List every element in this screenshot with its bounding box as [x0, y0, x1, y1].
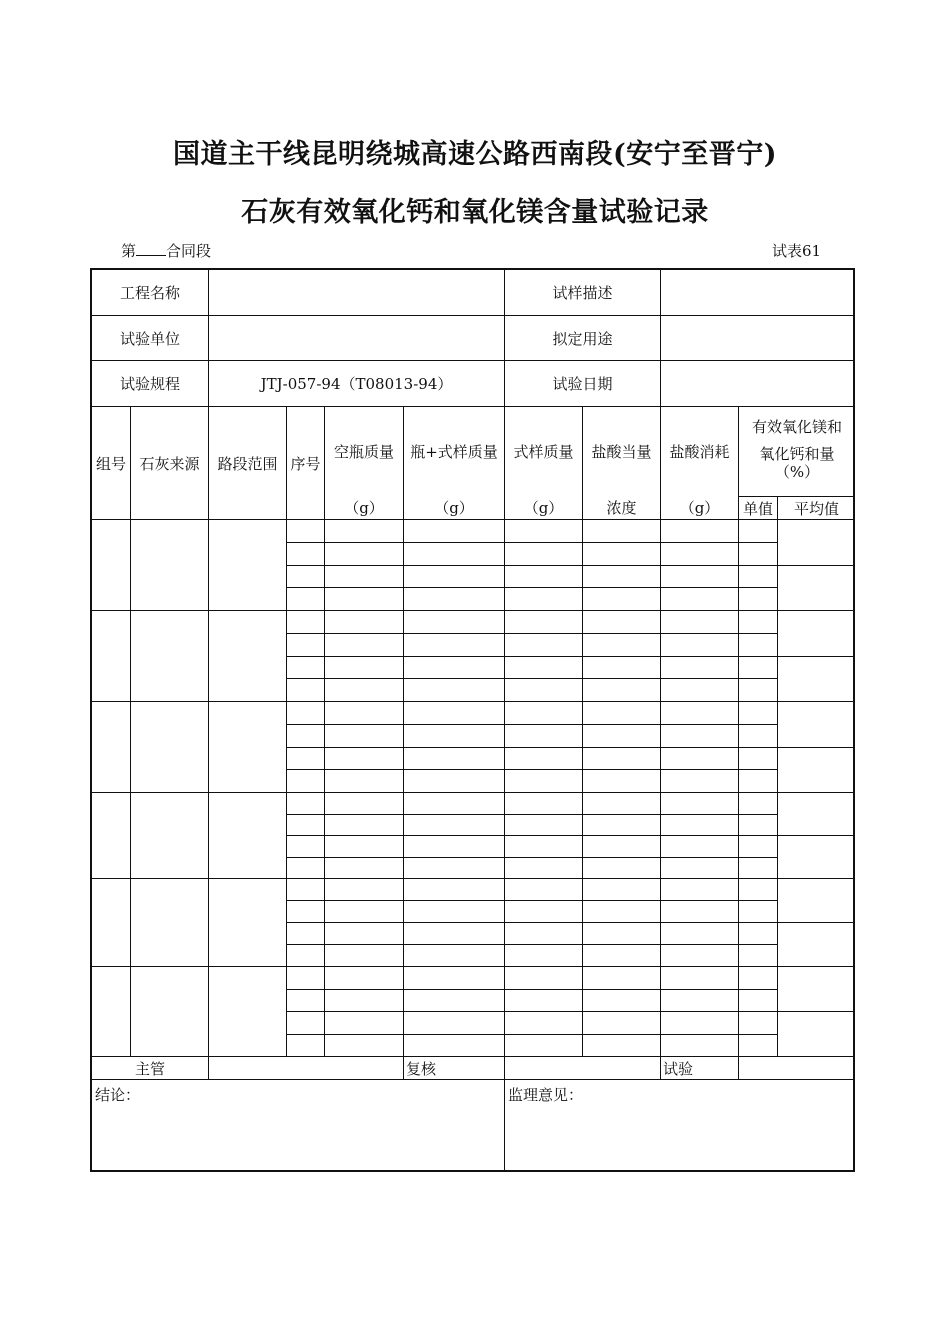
- hcl-consumption-cell[interactable]: [661, 836, 739, 858]
- seq-no-cell[interactable]: [287, 588, 325, 611]
- sample-desc-label: 试样描述: [505, 270, 661, 316]
- test-standard-label: 试验规程: [92, 361, 209, 407]
- single-value-cell[interactable]: [739, 923, 778, 945]
- bottle-sample-mass-cell[interactable]: [404, 770, 505, 793]
- test-unit-field[interactable]: [209, 316, 505, 361]
- hcl-consumption-cell[interactable]: [661, 702, 739, 725]
- hcl-conc-cell[interactable]: [583, 611, 661, 634]
- empty-bottle-mass-cell[interactable]: [325, 657, 404, 679]
- title-line-2: 石灰有效氧化钙和氧化镁含量试验记录: [241, 197, 709, 228]
- col-average-value: 平均值: [778, 497, 855, 520]
- empty-bottle-mass-cell[interactable]: [325, 945, 404, 967]
- single-value-cell[interactable]: [739, 901, 778, 923]
- empty-bottle-mass-cell[interactable]: [325, 566, 404, 588]
- hcl-conc-cell[interactable]: [583, 657, 661, 679]
- bottle-sample-mass-cell[interactable]: [404, 657, 505, 679]
- group-no-cell[interactable]: [92, 793, 131, 879]
- seq-no-cell[interactable]: [287, 858, 325, 879]
- group-no-cell[interactable]: [92, 611, 131, 702]
- sample-mass-cell[interactable]: [505, 770, 583, 793]
- hcl-conc-cell[interactable]: [583, 793, 661, 815]
- single-value-cell[interactable]: [739, 702, 778, 725]
- single-value-cell[interactable]: [739, 657, 778, 679]
- sample-mass-cell[interactable]: [505, 543, 583, 566]
- project-name-label: 工程名称: [92, 270, 209, 316]
- hcl-conc-cell[interactable]: [583, 990, 661, 1012]
- hcl-consumption-cell[interactable]: [661, 990, 739, 1012]
- hcl-conc-cell[interactable]: [583, 770, 661, 793]
- supervisor-label: 主管: [92, 1057, 209, 1080]
- seq-no-cell[interactable]: [287, 836, 325, 858]
- sample-mass-cell[interactable]: [505, 634, 583, 657]
- seq-no-cell[interactable]: [287, 634, 325, 657]
- sample-mass-cell[interactable]: [505, 702, 583, 725]
- empty-bottle-mass-cell[interactable]: [325, 901, 404, 923]
- section-range-cell[interactable]: [209, 702, 287, 793]
- bottle-sample-mass-cell[interactable]: [404, 793, 505, 815]
- bottle-sample-mass-cell[interactable]: [404, 858, 505, 879]
- empty-bottle-mass-cell[interactable]: [325, 793, 404, 815]
- sample-mass-cell[interactable]: [505, 967, 583, 990]
- hcl-conc-cell[interactable]: [583, 634, 661, 657]
- empty-bottle-mass-cell[interactable]: [325, 543, 404, 566]
- hcl-conc-cell[interactable]: [583, 1035, 661, 1057]
- project-name-field[interactable]: [209, 270, 505, 316]
- hcl-conc-cell[interactable]: [583, 748, 661, 770]
- single-value-cell[interactable]: [739, 1035, 778, 1057]
- bottle-sample-mass-cell[interactable]: [404, 836, 505, 858]
- col-empty-bottle-mass: [325, 407, 404, 520]
- col-content-unit: （%）: [774, 462, 820, 481]
- col-hcl-equiv-label: 盐酸当量: [591, 443, 652, 461]
- contract-suffix: 合同段: [166, 242, 212, 260]
- col-content-line1: 有效氧化镁和: [751, 418, 842, 436]
- hcl-consumption-cell[interactable]: [661, 815, 739, 836]
- seq-no-cell[interactable]: [287, 793, 325, 815]
- sample-mass-cell[interactable]: [505, 588, 583, 611]
- sample-mass-cell[interactable]: [505, 657, 583, 679]
- conclusion-label: 结论：: [95, 1086, 141, 1104]
- average-value-cell[interactable]: [778, 748, 855, 793]
- bottle-sample-mass-cell[interactable]: [404, 815, 505, 836]
- bottle-sample-mass-cell[interactable]: [404, 1012, 505, 1035]
- reviewer-label: 复核: [404, 1057, 505, 1080]
- seq-no-cell[interactable]: [287, 657, 325, 679]
- sample-mass-cell[interactable]: [505, 679, 583, 702]
- empty-bottle-mass-cell[interactable]: [325, 923, 404, 945]
- col-bottle-sample-mass-label: 瓶+式样质量: [410, 443, 498, 461]
- sample-mass-cell[interactable]: [505, 611, 583, 634]
- col-single-value: 单值: [739, 497, 778, 520]
- seq-no-cell[interactable]: [287, 990, 325, 1012]
- empty-bottle-mass-cell[interactable]: [325, 770, 404, 793]
- hcl-consumption-cell[interactable]: [661, 588, 739, 611]
- average-value-cell[interactable]: [778, 1012, 855, 1057]
- supervisor-field[interactable]: [209, 1057, 404, 1080]
- bottle-sample-mass-cell[interactable]: [404, 634, 505, 657]
- seq-no-cell[interactable]: [287, 702, 325, 725]
- lime-source-cell[interactable]: [131, 611, 209, 702]
- record-sheet: [90, 268, 855, 1172]
- section-range-cell[interactable]: [209, 967, 287, 1057]
- title-line-1: 国道主干线昆明绕城高速公路西南段(安宁至晋宁): [172, 139, 778, 170]
- sample-mass-cell[interactable]: [505, 901, 583, 923]
- test-date-field[interactable]: [661, 361, 855, 407]
- seq-no-cell[interactable]: [287, 901, 325, 923]
- bottle-sample-mass-cell[interactable]: [404, 901, 505, 923]
- col-section-range: 路段范围: [209, 407, 287, 520]
- sample-mass-cell[interactable]: [505, 793, 583, 815]
- hcl-consumption-cell[interactable]: [661, 901, 739, 923]
- bottle-sample-mass-cell[interactable]: [404, 945, 505, 967]
- sample-mass-cell[interactable]: [505, 725, 583, 748]
- form-number: 试表61: [772, 242, 822, 260]
- hcl-consumption-cell[interactable]: [661, 770, 739, 793]
- hcl-conc-cell[interactable]: [583, 679, 661, 702]
- bottle-sample-mass-cell[interactable]: [404, 588, 505, 611]
- col-hcl-conc-label: 浓度: [606, 499, 637, 517]
- single-value-cell[interactable]: [739, 793, 778, 815]
- test-unit-label: 试验单位: [92, 316, 209, 361]
- col-hcl-consumption-label: 盐酸消耗: [669, 443, 730, 461]
- average-value-cell[interactable]: [778, 702, 855, 748]
- average-value-cell[interactable]: [778, 923, 855, 967]
- single-value-cell[interactable]: [739, 967, 778, 990]
- single-value-cell[interactable]: [739, 770, 778, 793]
- bottle-sample-mass-cell[interactable]: [404, 679, 505, 702]
- single-value-cell[interactable]: [739, 725, 778, 748]
- hcl-conc-cell[interactable]: [583, 1012, 661, 1035]
- group-no-cell[interactable]: [92, 967, 131, 1057]
- unit-g: （g）: [523, 499, 564, 517]
- hcl-conc-cell[interactable]: [583, 520, 661, 543]
- sample-mass-cell[interactable]: [505, 945, 583, 967]
- col-hcl-equiv-conc: [583, 407, 661, 520]
- empty-bottle-mass-cell[interactable]: [325, 815, 404, 836]
- group-no-cell[interactable]: [92, 702, 131, 793]
- section-range-cell[interactable]: [209, 611, 287, 702]
- seq-no-cell[interactable]: [287, 543, 325, 566]
- hcl-consumption-cell[interactable]: [661, 748, 739, 770]
- single-value-cell[interactable]: [739, 520, 778, 543]
- sample-mass-cell[interactable]: [505, 923, 583, 945]
- bottle-sample-mass-cell[interactable]: [404, 566, 505, 588]
- col-sample-mass-label: 式样质量: [513, 443, 574, 461]
- group-no-cell[interactable]: [92, 520, 131, 611]
- contract-number-field[interactable]: [136, 243, 166, 256]
- col-content-group: [739, 407, 855, 497]
- contract-section: [121, 240, 211, 261]
- bottle-sample-mass-cell[interactable]: [404, 611, 505, 634]
- empty-bottle-mass-cell[interactable]: [325, 748, 404, 770]
- col-sample-mass: [505, 407, 583, 520]
- single-value-cell[interactable]: [739, 679, 778, 702]
- sample-mass-cell[interactable]: [505, 748, 583, 770]
- hcl-consumption-cell[interactable]: [661, 967, 739, 990]
- contract-prefix: 第: [121, 242, 137, 260]
- single-value-cell[interactable]: [739, 815, 778, 836]
- col-bottle-sample-mass: [404, 407, 505, 520]
- seq-no-cell[interactable]: [287, 815, 325, 836]
- test-standard-value: JTJ-057-94（T08013-94）: [209, 361, 505, 407]
- single-value-cell[interactable]: [739, 543, 778, 566]
- sample-mass-cell[interactable]: [505, 520, 583, 543]
- conclusion-box[interactable]: [92, 1080, 505, 1170]
- average-value-cell[interactable]: [778, 967, 855, 1012]
- seq-no-cell[interactable]: [287, 1035, 325, 1057]
- empty-bottle-mass-cell[interactable]: [325, 1012, 404, 1035]
- hcl-conc-cell[interactable]: [583, 702, 661, 725]
- seq-no-cell[interactable]: [287, 679, 325, 702]
- empty-bottle-mass-cell[interactable]: [325, 520, 404, 543]
- average-value-cell[interactable]: [778, 657, 855, 702]
- average-value-cell[interactable]: [778, 793, 855, 836]
- single-value-cell[interactable]: [739, 748, 778, 770]
- hcl-consumption-cell[interactable]: [661, 611, 739, 634]
- hcl-consumption-cell[interactable]: [661, 679, 739, 702]
- single-value-cell[interactable]: [739, 1012, 778, 1035]
- single-value-cell[interactable]: [739, 588, 778, 611]
- hcl-consumption-cell[interactable]: [661, 634, 739, 657]
- col-group-no: 组号: [92, 407, 131, 520]
- tester-field[interactable]: [739, 1057, 855, 1080]
- bottle-sample-mass-cell[interactable]: [404, 543, 505, 566]
- sample-desc-field[interactable]: [661, 270, 855, 316]
- hcl-consumption-cell[interactable]: [661, 879, 739, 901]
- col-hcl-consumption: [661, 407, 739, 520]
- average-value-cell[interactable]: [778, 836, 855, 879]
- seq-no-cell[interactable]: [287, 1012, 325, 1035]
- intended-use-field[interactable]: [661, 316, 855, 361]
- hcl-conc-cell[interactable]: [583, 879, 661, 901]
- hcl-consumption-cell[interactable]: [661, 543, 739, 566]
- hcl-conc-cell[interactable]: [583, 945, 661, 967]
- hcl-conc-cell[interactable]: [583, 815, 661, 836]
- hcl-consumption-cell[interactable]: [661, 793, 739, 815]
- hcl-conc-cell[interactable]: [583, 543, 661, 566]
- col-empty-bottle-mass-label: 空瓶质量: [333, 443, 394, 461]
- bottle-sample-mass-cell[interactable]: [404, 990, 505, 1012]
- hcl-conc-cell[interactable]: [583, 836, 661, 858]
- lime-source-cell[interactable]: [131, 967, 209, 1057]
- empty-bottle-mass-cell[interactable]: [325, 702, 404, 725]
- hcl-conc-cell[interactable]: [583, 858, 661, 879]
- reviewer-field[interactable]: [505, 1057, 661, 1080]
- sample-mass-cell[interactable]: [505, 1035, 583, 1057]
- average-value-cell[interactable]: [778, 566, 855, 611]
- single-value-cell[interactable]: [739, 611, 778, 634]
- average-value-cell[interactable]: [778, 520, 855, 566]
- unit-g: （g）: [679, 499, 720, 517]
- seq-no-cell[interactable]: [287, 611, 325, 634]
- hcl-consumption-cell[interactable]: [661, 1012, 739, 1035]
- empty-bottle-mass-cell[interactable]: [325, 1035, 404, 1057]
- hcl-consumption-cell[interactable]: [661, 725, 739, 748]
- hcl-consumption-cell[interactable]: [661, 657, 739, 679]
- group-no-cell[interactable]: [92, 879, 131, 967]
- single-value-cell[interactable]: [739, 879, 778, 901]
- hcl-consumption-cell[interactable]: [661, 923, 739, 945]
- hcl-conc-cell[interactable]: [583, 566, 661, 588]
- empty-bottle-mass-cell[interactable]: [325, 990, 404, 1012]
- lime-source-cell[interactable]: [131, 879, 209, 967]
- test-date-label: 试验日期: [505, 361, 661, 407]
- average-value-cell[interactable]: [778, 611, 855, 657]
- empty-bottle-mass-cell[interactable]: [325, 967, 404, 990]
- tester-label: 试验: [661, 1057, 739, 1080]
- seq-no-cell[interactable]: [287, 748, 325, 770]
- single-value-cell[interactable]: [739, 634, 778, 657]
- sample-mass-cell[interactable]: [505, 858, 583, 879]
- col-lime-source: 石灰来源: [131, 407, 209, 520]
- bottle-sample-mass-cell[interactable]: [404, 748, 505, 770]
- intended-use-label: 拟定用途: [505, 316, 661, 361]
- hcl-consumption-cell[interactable]: [661, 945, 739, 967]
- single-value-cell[interactable]: [739, 836, 778, 858]
- empty-bottle-mass-cell[interactable]: [325, 858, 404, 879]
- empty-bottle-mass-cell[interactable]: [325, 725, 404, 748]
- seq-no-cell[interactable]: [287, 725, 325, 748]
- hcl-consumption-cell[interactable]: [661, 858, 739, 879]
- empty-bottle-mass-cell[interactable]: [325, 634, 404, 657]
- lime-source-cell[interactable]: [131, 702, 209, 793]
- single-value-cell[interactable]: [739, 858, 778, 879]
- single-value-cell[interactable]: [739, 566, 778, 588]
- empty-bottle-mass-cell[interactable]: [325, 679, 404, 702]
- sample-mass-cell[interactable]: [505, 566, 583, 588]
- unit-g: （g）: [434, 499, 474, 517]
- lime-source-cell[interactable]: [131, 793, 209, 879]
- bottle-sample-mass-cell[interactable]: [404, 520, 505, 543]
- section-range-cell[interactable]: [209, 520, 287, 611]
- section-range-cell[interactable]: [209, 793, 287, 879]
- seq-no-cell[interactable]: [287, 923, 325, 945]
- bottle-sample-mass-cell[interactable]: [404, 923, 505, 945]
- sample-mass-cell[interactable]: [505, 1012, 583, 1035]
- empty-bottle-mass-cell[interactable]: [325, 611, 404, 634]
- lime-source-cell[interactable]: [131, 520, 209, 611]
- empty-bottle-mass-cell[interactable]: [325, 836, 404, 858]
- col-content-line2: 氧化钙和量: [759, 444, 835, 463]
- seq-no-cell[interactable]: [287, 879, 325, 901]
- single-value-cell[interactable]: [739, 990, 778, 1012]
- seq-no-cell[interactable]: [287, 520, 325, 543]
- seq-no-cell[interactable]: [287, 566, 325, 588]
- bottle-sample-mass-cell[interactable]: [404, 967, 505, 990]
- hcl-consumption-cell[interactable]: [661, 1035, 739, 1057]
- seq-no-cell[interactable]: [287, 967, 325, 990]
- bottle-sample-mass-cell[interactable]: [404, 1035, 505, 1057]
- col-seq-no: 序号: [287, 407, 325, 520]
- supervision-label: 监理意见：: [508, 1086, 584, 1104]
- hcl-conc-cell[interactable]: [583, 588, 661, 611]
- sample-mass-cell[interactable]: [505, 836, 583, 858]
- seq-no-cell[interactable]: [287, 945, 325, 967]
- empty-bottle-mass-cell[interactable]: [325, 879, 404, 901]
- seq-no-cell[interactable]: [287, 770, 325, 793]
- sample-mass-cell[interactable]: [505, 990, 583, 1012]
- hcl-conc-cell[interactable]: [583, 967, 661, 990]
- unit-g: （g）: [344, 499, 384, 517]
- average-value-cell[interactable]: [778, 879, 855, 923]
- bottle-sample-mass-cell[interactable]: [404, 879, 505, 901]
- hcl-conc-cell[interactable]: [583, 901, 661, 923]
- empty-bottle-mass-cell[interactable]: [325, 588, 404, 611]
- sample-mass-cell[interactable]: [505, 879, 583, 901]
- single-value-cell[interactable]: [739, 945, 778, 967]
- hcl-conc-cell[interactable]: [583, 725, 661, 748]
- hcl-consumption-cell[interactable]: [661, 566, 739, 588]
- hcl-consumption-cell[interactable]: [661, 520, 739, 543]
- bottle-sample-mass-cell[interactable]: [404, 725, 505, 748]
- bottle-sample-mass-cell[interactable]: [404, 702, 505, 725]
- section-range-cell[interactable]: [209, 879, 287, 967]
- sample-mass-cell[interactable]: [505, 815, 583, 836]
- supervision-box[interactable]: [505, 1080, 855, 1170]
- hcl-conc-cell[interactable]: [583, 923, 661, 945]
